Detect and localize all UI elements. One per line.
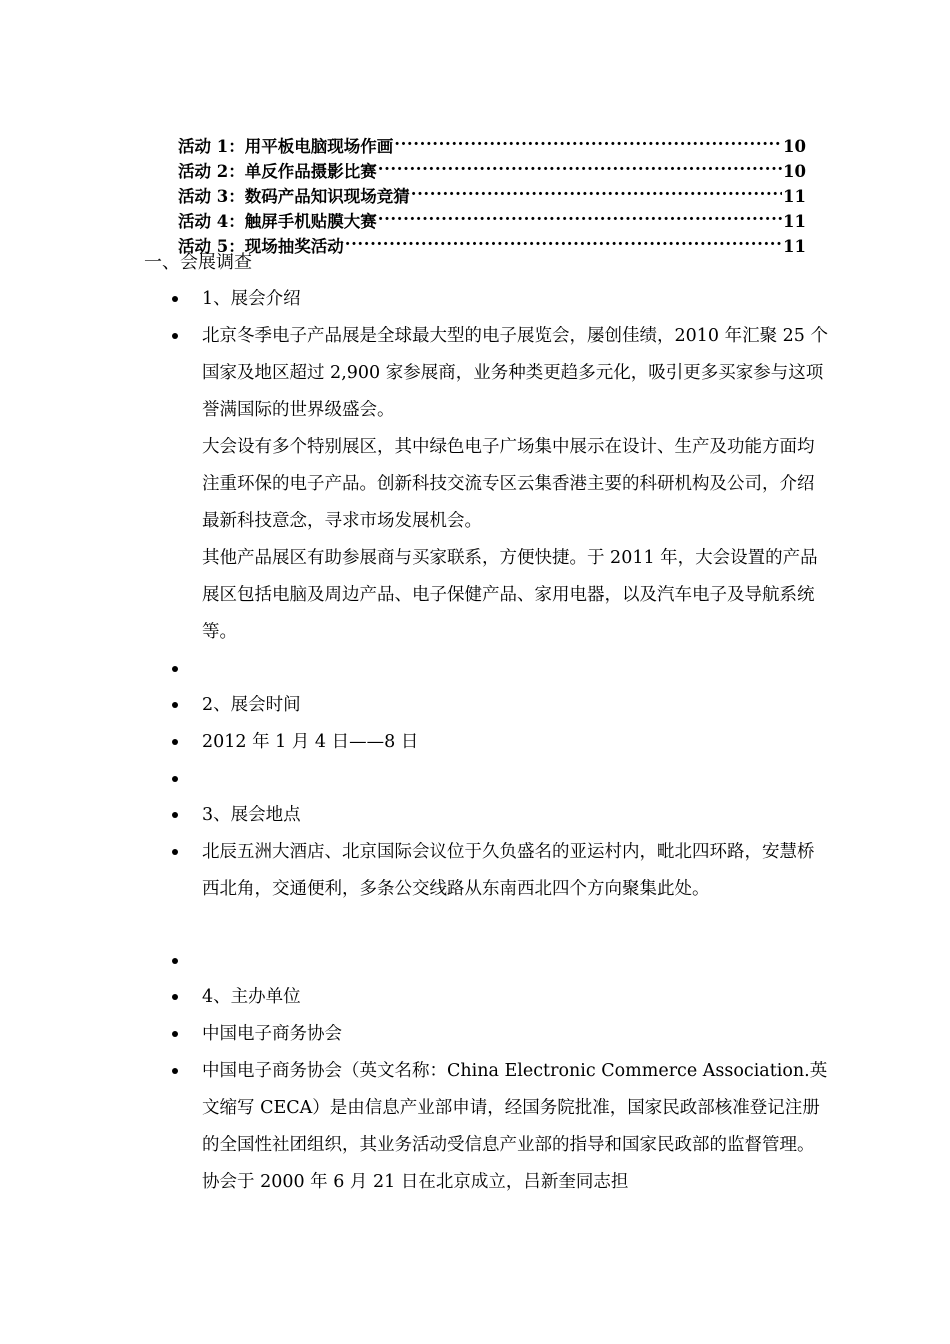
exhibition-date: 2012 年 1 月 4 日——8 日 (202, 732, 419, 752)
toc-leader-dots (394, 127, 782, 152)
empty-list-item (168, 761, 828, 797)
toc-leader-dots (411, 177, 782, 202)
toc-entry-title: 活动 4：触屏手机贴膜大赛 (178, 212, 377, 231)
bullet-icon (172, 776, 178, 782)
subheading-host: 4、主办单位 (202, 987, 301, 1007)
intro-paragraph: 其他产品展区有助参展商与买家联系，方便快捷。于 2011 年，大会设置的产品展区包括电脑及周边产品、电子保健产品、家用电器，以及汽车电子及导航系统等。 (202, 548, 818, 642)
toc-entry-page: 11 (783, 212, 806, 231)
list-item (168, 979, 828, 1016)
bullet-icon (172, 739, 178, 745)
bullet-icon (172, 702, 178, 708)
toc-entry-title: 活动 2：单反作品摄影比赛 (178, 162, 377, 181)
toc-leader-dots (345, 227, 782, 252)
toc-entry-title: 活动 3：数码产品知识现场竞猜 (178, 187, 410, 206)
host-description: 中国电子商务协会（英文名称：China Electronic Commerce Association.英文缩写 CECA）是由信息产业部申请，经国务院批准，国家民政部核准登记注册的全国性社团组织，其业务活动受信息产业部的指导和国家民政部的监督管理。协会于 2000 年 6 月 21 日在北京成立，吕新奎同志担 (202, 1061, 828, 1192)
toc-entry-page: 10 (783, 137, 806, 156)
bullet-icon (172, 812, 178, 818)
bullet-icon (172, 1068, 178, 1074)
list-item (168, 1016, 828, 1053)
list-item (168, 1053, 828, 1201)
toc-entry-title: 活动 1：用平板电脑现场作画 (178, 137, 394, 156)
venue-paragraph: 北辰五洲大酒店、北京国际会议位于久负盛名的亚运村内，毗北四环路，安慧桥西北角，交通便利，多条公交线路从东南西北四个方向聚集此处。 (202, 842, 815, 899)
toc-entry-page: 11 (783, 237, 806, 256)
bullet-icon (172, 296, 178, 302)
bullet-icon (172, 958, 178, 964)
toc-entry[interactable] (178, 127, 806, 156)
bullet-icon (172, 333, 178, 339)
toc-entry-page: 11 (783, 187, 806, 206)
empty-list-item (168, 943, 828, 979)
intro-paragraph: 北京冬季电子产品展是全球最大型的电子展览会，屡创佳绩，2010 年汇聚 25 个国家及地区超过 2,900 家参展商，业务种类更趋多元化，吸引更多买家参与这项誉满国际的世界级盛会。 (202, 326, 828, 420)
bullet-icon (172, 849, 178, 855)
section-heading: 一、会展调查 (144, 252, 252, 273)
host-organization: 中国电子商务协会 (202, 1024, 342, 1044)
bullet-icon (172, 666, 178, 672)
toc-entry-page: 10 (783, 162, 806, 181)
intro-paragraph: 大会设有多个特别展区，其中绿色电子广场集中展示在设计、生产及功能方面均注重环保的电子产品。创新科技交流专区云集香港主要的科研机构及公司，介绍最新科技意念，寻求市场发展机会。 (202, 437, 815, 531)
bullet-list (168, 281, 828, 1201)
list-item (168, 687, 828, 724)
subheading-intro: 1、展会介绍 (202, 289, 301, 309)
subheading-time: 2、展会时间 (202, 695, 301, 715)
empty-list-item (168, 651, 828, 687)
bullet-icon (172, 994, 178, 1000)
list-item (168, 724, 828, 761)
toc-leader-dots (378, 152, 782, 177)
list-item (168, 281, 828, 318)
toc-leader-dots (378, 202, 782, 227)
list-item (168, 797, 828, 834)
bullet-icon (172, 1031, 178, 1037)
toc-entry-title: 活动 5：现场抽奖活动 (178, 237, 344, 256)
list-item (168, 318, 828, 651)
table-of-contents (178, 127, 806, 256)
list-item (168, 834, 828, 908)
subheading-place: 3、展会地点 (202, 805, 301, 825)
